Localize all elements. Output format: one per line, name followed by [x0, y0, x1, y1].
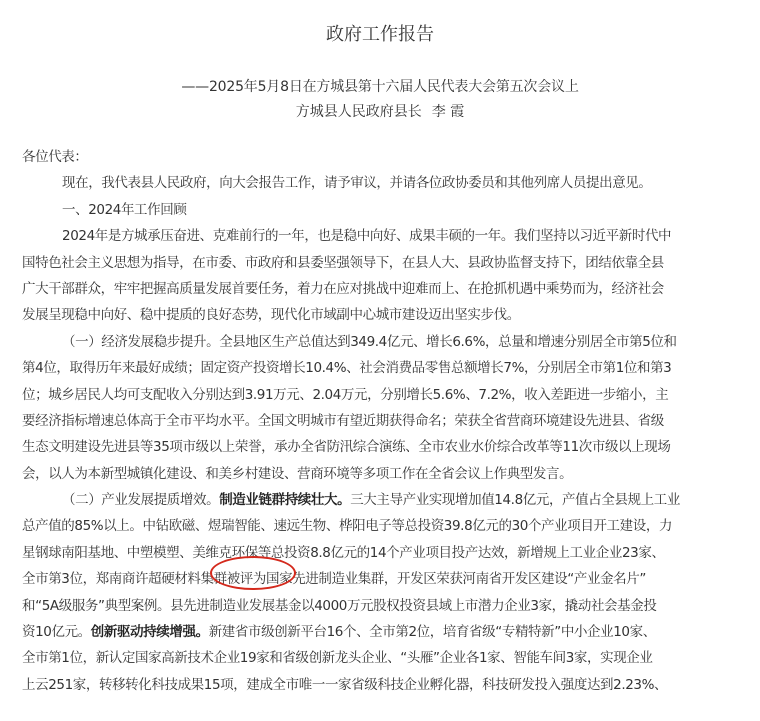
paragraph-line: 会，以人为本新型城镇化建设、和美乡村建设、营商环境等多项工作在全省会议上作典型发言。 [22, 465, 573, 482]
paragraph-line: 和“5A级服务”典型案例。县先进制造业发展基金以4000万元股权投资县域上市潜力企业3家，撬动社会基金投 [22, 597, 657, 614]
author-name: 李 霞 [431, 104, 465, 120]
paragraph-line: 2024年是方城承压奋进、克难前行的一年，也是稳中向好、成果丰硕的一年。我们坚持以习近平新时代中 [62, 228, 672, 245]
paragraph-line: 上云251家，转移转化科技成果15项，建成全市唯一一家省级科技企业孵化器，科技研发投入强度达到2.23%、 [22, 676, 668, 693]
paragraph-line: 全市第3位，郑南商许超硬材料集群被评为国家先进制造业集群，开发区荣获河南省开发区建设“产业金名片” [22, 571, 646, 588]
paragraph-line: 位；城乡居民人均可支配收入分别达到3.91万元、2.04万元，分别增长5.6%、7.2%，收入差距进一步缩小，主 [22, 386, 669, 403]
paragraph-text: 三大主导产业实现增加值14.8亿元，产值占全县规上工业 [350, 492, 680, 509]
intro-paragraph: 现在，我代表县人民政府，向大会报告工作，请予审议，并请各位政协委员和其他列席人员提出意见。 [62, 175, 652, 192]
paragraph-line: （一）经济发展稳步提升。全县地区生产总值达到349.4亿元、增长6.6%，总量和增速分别居全市第5位和 [62, 333, 677, 350]
section-heading: 一、2024年工作回顾 [62, 201, 187, 218]
paragraph-text: 等总投资8.8亿元的14个产业项目投产达效，新增规上工业企业23家、 [257, 544, 665, 561]
bold-highlight: 创新驱动持续增强。 [90, 624, 209, 641]
paragraph-line: 广大干部群众，牢牢把握高质量发展首要任务，着力在应对挑战中迎难而上、在抢抓机遇中乘势而为，经济社会 [22, 280, 664, 297]
salutation: 各位代表： [22, 149, 88, 165]
paragraph-line: 要经济指标增速总体高于全市平均水平。全国文明城市有望近期获得命名；荣获全省营商环境建设先进县、省级 [22, 412, 664, 429]
document-title: 政府工作报告 [326, 24, 434, 45]
paragraph-line [22, 487, 744, 513]
author-role: 方城县人民政府县长 [295, 104, 422, 120]
section-subheading: （二）产业发展提质增效。 [62, 492, 220, 509]
document-author [0, 101, 760, 121]
paragraph-line: 发展呈现稳中向好、稳中提质的良好态势，现代化市域副中心城市建设迈出坚实步伐。 [22, 307, 520, 324]
paragraph-line: 生态文明建设先进县等35项市级以上荣誉，承办全省防汛综合演练、全市农业水价综合改革等11次市级以上现场 [22, 439, 671, 456]
bold-highlight: 制造业链群持续壮大。 [219, 492, 351, 509]
paragraph-line [22, 619, 744, 645]
paragraph-line: 国特色社会主义思想为指导，在市委、市政府和县委坚强领导下，在县人大、县政协监督支持下，团结依靠全县 [22, 254, 664, 271]
paragraph-text: 资10亿元。 [22, 624, 91, 641]
paragraph-line: 全市第1位，新认定国家高新技术企业19家和省级创新龙头企业、“头雁”企业各1家、智能车间3家，实现企业 [22, 650, 653, 667]
paragraph-line [22, 540, 744, 566]
paragraph-line: 第4位，取得历年来最好成绩；固定资产投资增长10.4%、社会消费品零售总额增长7%，分别居全市第1位和第3 [22, 360, 672, 377]
document-subtitle: ——2025年5月8日在方城县第十六届人民代表大会第五次会议上 [181, 79, 579, 95]
report-body [22, 144, 744, 698]
paragraph-text: 星钢球南阳基地、中塑模塑、 [22, 544, 193, 561]
circled-company-name: 美维克环保 [192, 544, 258, 561]
paragraph-line: 总产值的85%以上。中钻欧磁、煜瑞智能、速远生物、桦阳电子等总投资39.8亿元的30个产业项目开工建设，力 [22, 518, 673, 535]
paragraph-text: 新建省市级创新平台16个、全市第2位，培育省级“专精特新”中小企业10家、 [208, 624, 656, 641]
